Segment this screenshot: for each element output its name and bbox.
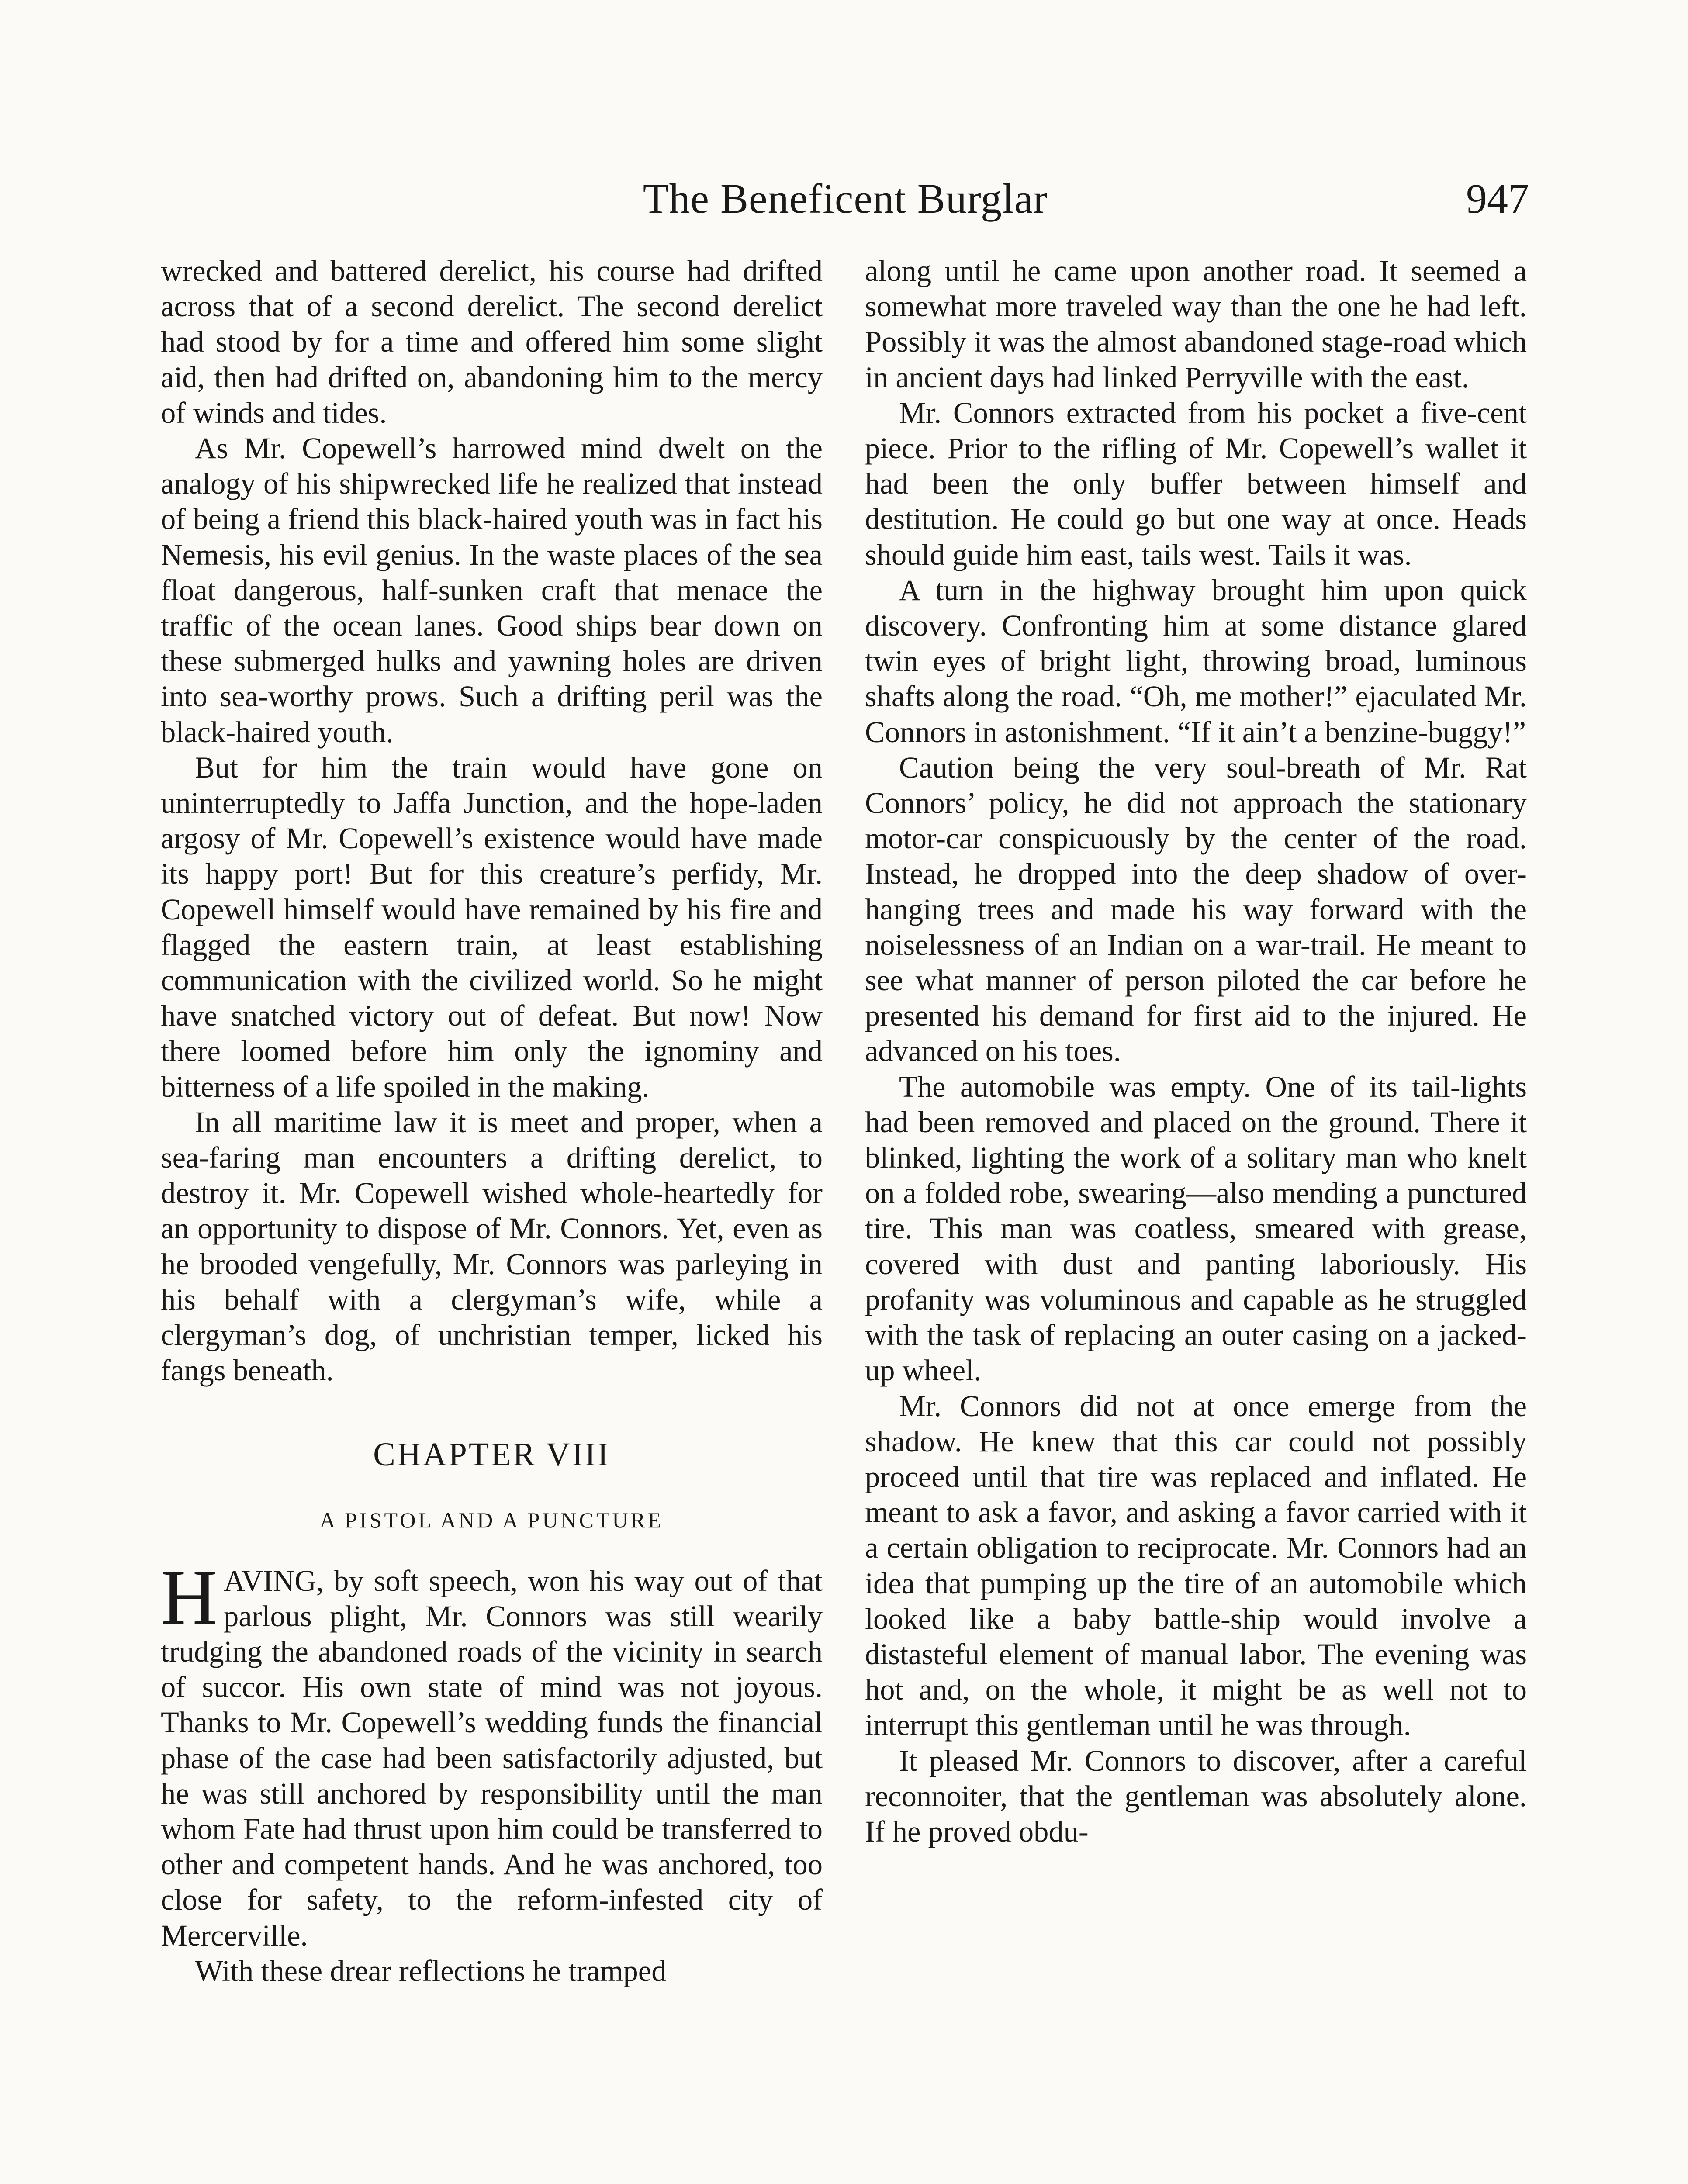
paragraph: The automobile was empty. One of its tail-lights had been removed and placed on the ground. There it blinked, lighting the work of a solitary man who knelt on a folded robe, swearing—also mending a punctured tire. This man was coatless, smeared with grease, covered with dust and panting laboriously. His profanity was voluminous and capable as he struggled with the task of replacing an outer casing on a jacked-up wheel. — [865, 1070, 1527, 1387]
right-column — [865, 253, 1527, 1849]
paragraph: Caution being the very soul-breath of Mr. Rat Connors’ policy, he did not approach the stationary motor-car conspicuously by the center of the road. Instead, he dropped into the deep shadow of over-hanging trees and made his way forward with the noiselessness of an Indian on a war-trail. He meant to see what manner of person piloted the car before he presented his demand for first aid to the injured. He advanced on his toes. — [865, 750, 1527, 1068]
paragraph: wrecked and battered derelict, his course had drifted across that of a second derelict. The second derelict had stood by for a time and offered him some slight aid, then had drifted on, abandoning him to the mercy of winds and tides. — [161, 254, 823, 429]
page-header — [162, 173, 1529, 225]
paragraph: Mr. Connors extracted from his pocket a five-cent piece. Prior to the rifling of Mr. Copewell’s wallet it had been the only buffer between himself and destitution. He could go but one way at once. Heads should guide him east, tails west. Tails it was. — [865, 396, 1527, 571]
chapter-title: CHAPTER VIII — [373, 1436, 610, 1473]
paragraph: Mr. Connors did not at once emerge from the shadow. He knew that this car could not possibly proceed until that tire was replaced and inflated. He meant to ask a favor, and asking a favor carried with it a certain obligation to reciprocate. Mr. Connors had an idea that pumping up the tire of an automobile which looked like a baby battle-ship would involve a distasteful element of manual labor. The evening was hot and, on the whole, it might be as well not to interrupt this gentleman until he was through. — [865, 1389, 1527, 1742]
paragraph: In all maritime law it is meet and proper, when a sea-faring man encounters a drifting derelict, to destroy it. Mr. Copewell wished whole-heartedly for an opportunity to dispose of Mr. Connors. Yet, even as he brooded vengefully, Mr. Connors was parleying in his behalf with a clergyman’s wife, while a clergyman’s dog, of unchristian temper, licked his fangs beneath. — [161, 1105, 823, 1387]
paragraph: But for him the train would have gone on uninterruptedly to Jaffa Junction, and the hope-laden argosy of Mr. Copewell’s existence would have made its happy port! But for this creature’s perfidy, Mr. Copewell himself would have remained by his fire and flagged the eastern train, at least establishing communication with the civilized world. So he might have snatched victory out of defeat. But now! Now there loomed before him only the ignominy and bitterness of a life spoiled in the making. — [161, 750, 823, 1103]
running-title: The Beneficent Burglar — [643, 175, 1048, 222]
page-number: 947 — [1466, 175, 1529, 222]
paragraph: With these drear reflections he tramped — [195, 1954, 667, 1987]
opening-paragraph-text: AVING, by soft speech, won his way out of that parlous plight, Mr. Connors was still wearily trudging the abandoned roads of the vicinity in search of succor. His own state of mind was not joyous. Thanks to Mr. Copewell’s wedding funds the financial phase of the case had been satisfactorily adjusted, but he was still anchored by responsibility until the man whom Fate had thrust upon him could be transferred to other and competent hands. And he was anchored, too close for safety, to the reform-infested city of Mercerville. — [161, 1564, 823, 1952]
chapter-subtitle: A PISTOL AND A PUNCTURE — [319, 1507, 664, 1532]
chapter-opening-paragraph — [161, 1553, 823, 1953]
paragraph: A turn in the highway brought him upon quick discovery. Confronting him at some distance glared twin eyes of bright light, throwing broad, luminous shafts along the road. “Oh, me mother!” ejaculated Mr. Connors in astonishment. “If it ain’t a benzine-buggy!” — [865, 573, 1527, 749]
left-column — [161, 253, 823, 1989]
paragraph: It pleased Mr. Connors to discover, after a careful reconnoiter, that the gentleman was absolutely alone. If he proved obdu- — [865, 1744, 1527, 1848]
drop-cap: H — [161, 1553, 218, 1641]
paragraph: along until he came upon another road. It seemed a somewhat more traveled way than the one he had left. Possibly it was the almost abandoned stage-road which in ancient days had linked Perryville with the east. — [865, 254, 1527, 394]
paragraph: As Mr. Copewell’s harrowed mind dwelt on the analogy of his shipwrecked life he realized that instead of being a friend this black-haired youth was in fact his Nemesis, his evil genius. In the waste places of the sea float dangerous, half-sunken craft that menace the traffic of the ocean lanes. Good ships bear down on these submerged hulks and yawning holes are driven into sea-worthy prows. Such a drifting peril was the black-haired youth. — [161, 432, 823, 749]
